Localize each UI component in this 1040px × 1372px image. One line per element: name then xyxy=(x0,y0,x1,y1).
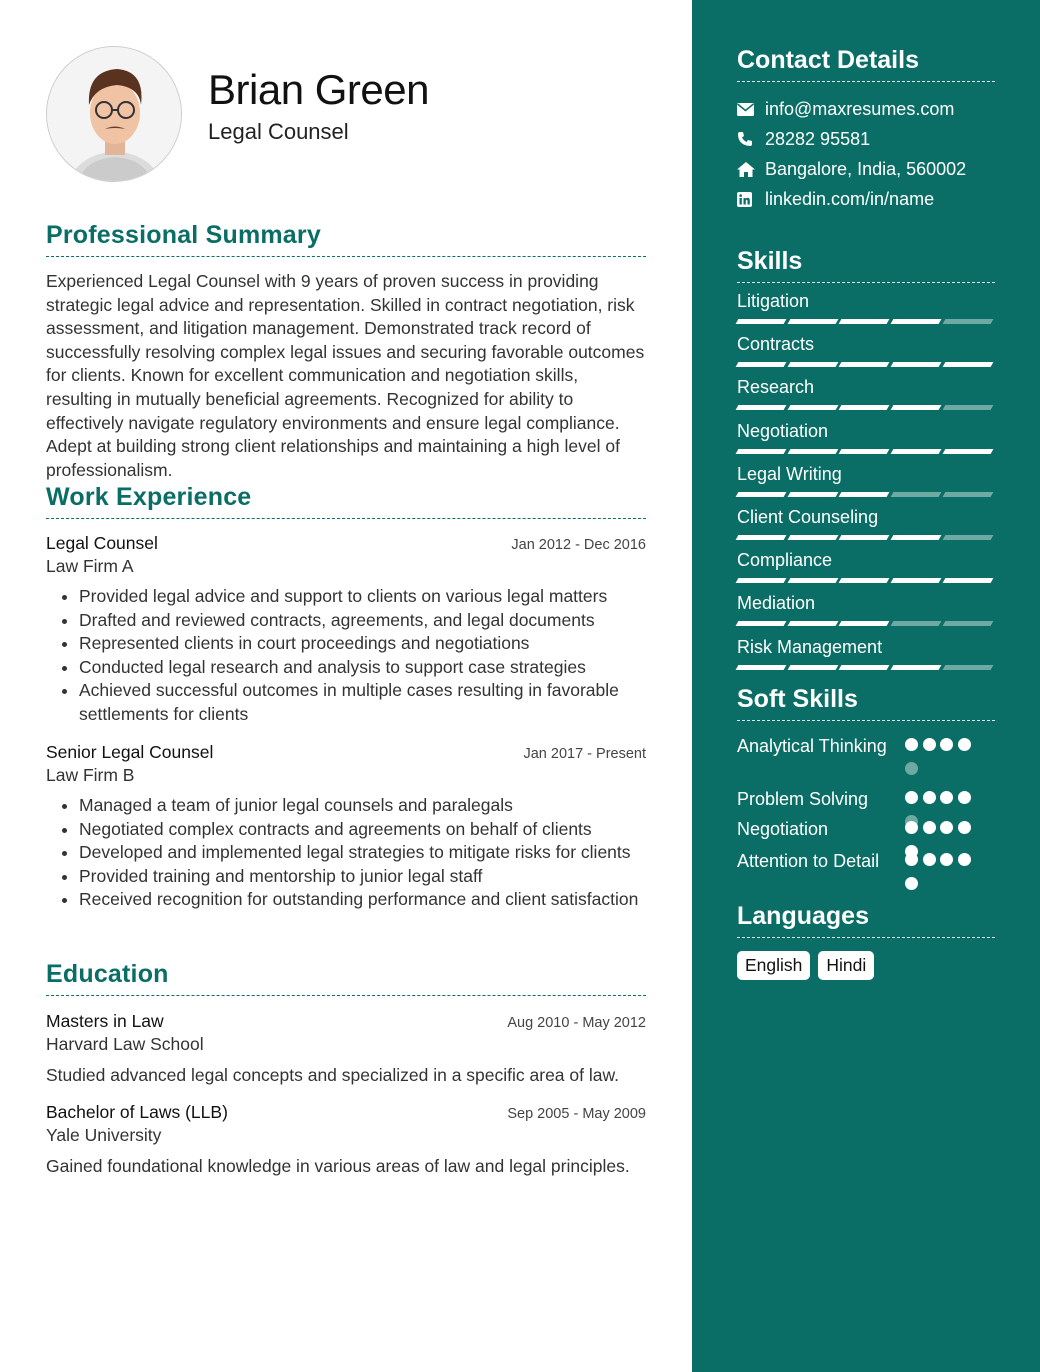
profile-photo xyxy=(46,46,182,182)
contact-phone-text: 28282 95581 xyxy=(765,128,871,149)
rating-dot xyxy=(905,877,918,890)
soft-skill-item xyxy=(737,787,995,817)
skill-name: Client Counseling xyxy=(737,506,879,527)
skill-level-segment xyxy=(787,665,837,670)
soft-skill-name: Problem Solving xyxy=(737,789,869,809)
education-date: Sep 2005 - May 2009 xyxy=(507,1105,646,1122)
sidebar xyxy=(692,0,1040,1372)
skill-level-segment xyxy=(891,362,941,367)
soft-skill-name: Attention to Detail xyxy=(737,851,880,871)
skill-level-segment xyxy=(839,319,889,324)
skill-name: Legal Writing xyxy=(737,463,842,484)
job-entry xyxy=(46,742,646,912)
section-title: Skills xyxy=(737,247,995,283)
education-entry xyxy=(46,1011,646,1088)
skill-level-bar xyxy=(737,405,995,410)
soft-skills-section xyxy=(737,685,995,901)
languages-section xyxy=(737,902,995,980)
list-item: • Conducted legal research and analysis to support case strategies xyxy=(79,656,646,680)
skill-level-segment xyxy=(839,621,889,626)
candidate-name: Brian Green xyxy=(208,66,429,113)
degree-title: Bachelor of Laws (LLB) xyxy=(46,1101,228,1122)
job-bullets xyxy=(46,585,646,726)
soft-skill-name: Analytical Thinking xyxy=(737,736,887,756)
contact-email-text: info@maxresumes.com xyxy=(765,98,955,119)
rating-dot xyxy=(940,853,953,866)
skill-name: Negotiation xyxy=(737,420,829,441)
job-date: Jan 2012 - Dec 2016 xyxy=(511,537,646,553)
list-item: • Drafted and reviewed contracts, agreements, and legal documents xyxy=(79,609,646,633)
skill-level-segment xyxy=(736,665,786,670)
avatar xyxy=(47,47,182,182)
skill-level-segment xyxy=(736,621,786,626)
skill-level-segment xyxy=(891,449,941,454)
skill-level-segment xyxy=(787,319,837,324)
rating-dot xyxy=(958,821,971,834)
skill-level-segment xyxy=(891,535,941,540)
skill-item xyxy=(737,375,995,418)
soft-skill-rating xyxy=(905,738,985,786)
soft-skill-item xyxy=(737,817,995,849)
job-org: Law Firm B xyxy=(46,765,135,785)
education-description: Studied advanced legal concepts and specialized in a specific area of law. xyxy=(46,1065,620,1085)
skill-level-segment xyxy=(787,535,837,540)
section-title: Work Experience xyxy=(46,483,646,519)
skill-item xyxy=(737,462,995,505)
skill-level-segment xyxy=(839,362,889,367)
skill-level-bar xyxy=(737,621,995,626)
contact-email[interactable] xyxy=(737,94,995,124)
home-icon xyxy=(737,162,765,177)
skill-level-segment xyxy=(736,319,786,324)
contact-linkedin[interactable] xyxy=(737,184,995,214)
soft-skill-item xyxy=(737,734,995,787)
contact-section xyxy=(737,46,995,214)
job-title: Legal Counsel xyxy=(46,533,158,553)
skill-level-segment xyxy=(839,449,889,454)
skill-item xyxy=(737,505,995,548)
skill-level-segment xyxy=(787,578,837,583)
rating-dot xyxy=(923,738,936,751)
skill-level-bar xyxy=(737,578,995,583)
skill-level-segment xyxy=(839,578,889,583)
skill-level-bar xyxy=(737,319,995,324)
school-name: Yale University xyxy=(46,1124,162,1145)
degree-title: Masters in Law xyxy=(46,1011,164,1031)
skill-level-segment xyxy=(787,492,837,497)
education-description: Gained foundational knowledge in various areas of law and legal principles. xyxy=(46,1155,630,1176)
list-item: • Achieved successful outcomes in multiple cases resulting in favorable settlements for clients xyxy=(79,679,646,726)
list-item: • Received recognition for outstanding performance and client satisfaction xyxy=(79,888,646,912)
contact-address xyxy=(737,154,995,184)
job-title: Senior Legal Counsel xyxy=(46,742,214,762)
job-entry xyxy=(46,533,646,726)
skill-level-bar xyxy=(737,665,995,670)
skill-level-segment xyxy=(942,665,992,670)
rating-dot xyxy=(958,791,971,804)
skill-level-bar xyxy=(737,449,995,454)
skill-level-segment xyxy=(787,621,837,626)
skill-name: Litigation xyxy=(737,291,810,311)
list-item: • Represented clients in court proceedings and negotiations xyxy=(79,632,646,656)
skill-level-bar xyxy=(737,362,995,367)
rating-dot xyxy=(958,853,971,866)
list-item: • Provided training and mentorship to junior legal staff xyxy=(79,865,646,889)
skill-level-segment xyxy=(736,449,786,454)
soft-skill-rating xyxy=(905,853,985,901)
skill-level-segment xyxy=(839,665,889,670)
skill-level-segment xyxy=(736,362,786,367)
skill-level-segment xyxy=(942,535,992,540)
skill-level-segment xyxy=(787,449,837,454)
soft-skill-name: Negotiation xyxy=(737,819,829,839)
skill-level-segment xyxy=(736,405,786,410)
skill-name: Research xyxy=(737,377,815,398)
job-bullets xyxy=(46,794,646,912)
skill-level-segment xyxy=(942,492,992,497)
experience-section xyxy=(46,483,646,912)
list-item: • Negotiated complex contracts and agreements on behalf of clients xyxy=(79,818,646,842)
skill-level-bar xyxy=(737,535,995,540)
rating-dot xyxy=(923,821,936,834)
phone-icon xyxy=(737,131,765,147)
skills-section xyxy=(737,247,995,678)
section-title: Education xyxy=(46,960,646,996)
skill-level-segment xyxy=(839,492,889,497)
summary-section xyxy=(46,221,646,482)
skill-level-segment xyxy=(839,405,889,410)
skill-level-segment xyxy=(942,449,992,454)
rating-dot xyxy=(940,738,953,751)
rating-dot xyxy=(905,821,918,834)
rating-dot xyxy=(940,791,953,804)
skill-name: Contracts xyxy=(737,334,815,355)
skill-level-bar xyxy=(737,492,995,497)
skill-level-segment xyxy=(736,492,786,497)
skill-level-segment xyxy=(839,535,889,540)
soft-skill-item xyxy=(737,849,995,901)
skill-level-segment xyxy=(787,405,837,410)
rating-dot xyxy=(905,738,918,751)
rating-dot xyxy=(905,853,918,866)
skill-item xyxy=(737,591,995,634)
skill-level-segment xyxy=(942,621,992,626)
list-item: • Provided legal advice and support to clients on various legal matters xyxy=(79,585,646,609)
contact-phone[interactable] xyxy=(737,124,995,154)
skill-name: Mediation xyxy=(737,593,816,614)
rating-dot xyxy=(958,738,971,751)
section-title: Contact Details xyxy=(737,46,995,82)
school-name: Harvard Law School xyxy=(46,1034,204,1054)
contact-linkedin-text: linkedin.com/in/name xyxy=(765,188,935,209)
rating-dot xyxy=(940,821,953,834)
skill-level-segment xyxy=(736,535,786,540)
skill-name: Risk Management xyxy=(737,636,883,657)
skill-level-segment xyxy=(942,578,992,583)
skill-item xyxy=(737,548,995,591)
skill-level-segment xyxy=(942,405,992,410)
job-org: Law Firm A xyxy=(46,556,134,576)
skill-level-segment xyxy=(891,492,941,497)
list-item: • Developed and implemented legal strategies to mitigate risks for clients xyxy=(79,841,646,865)
rating-dot xyxy=(923,791,936,804)
skill-item xyxy=(737,332,995,375)
skill-name: Compliance xyxy=(737,550,833,571)
skill-item xyxy=(737,289,995,332)
education-entry xyxy=(46,1102,646,1179)
skill-level-segment xyxy=(787,362,837,367)
skill-level-segment xyxy=(736,578,786,583)
list-item: • Managed a team of junior legal counsels and paralegals xyxy=(79,794,646,818)
skill-level-segment xyxy=(942,362,992,367)
skill-level-segment xyxy=(942,319,992,324)
skill-level-segment xyxy=(891,405,941,410)
rating-dot xyxy=(923,853,936,866)
education-section xyxy=(46,960,646,1178)
envelope-icon xyxy=(737,103,765,116)
education-date: Aug 2010 - May 2012 xyxy=(507,1015,646,1031)
summary-text: Experienced Legal Counsel with 9 years of proven success in providing strategic legal advice and representation. Skilled in contract negotiation, risk assessment, and litigation management. Demonstrated track record of successfully resolving complex legal issues and securing favorable outcomes for clients. Known for excellent communication and negotiation skills, resulting in mutually beneficial agreements. Recognized for ability to effectively navigate regulatory environments and ensure legal compliance. Adept at building strong client relationships and maintaining a high level of professionalism. xyxy=(46,271,645,480)
rating-dot xyxy=(905,791,918,804)
skill-level-segment xyxy=(891,578,941,583)
section-title: Professional Summary xyxy=(46,221,646,257)
skill-level-segment xyxy=(891,621,941,626)
skill-item xyxy=(737,635,995,678)
linkedin-icon xyxy=(737,192,765,207)
contact-address-text: Bangalore, India, 560002 xyxy=(765,158,967,179)
job-date: Jan 2017 - Present xyxy=(523,746,646,762)
skill-item xyxy=(737,419,995,462)
candidate-role: Legal Counsel xyxy=(208,119,349,144)
language-tag: English xyxy=(737,951,810,980)
skill-level-segment xyxy=(891,319,941,324)
section-title: Languages xyxy=(737,902,995,938)
rating-dot xyxy=(905,762,918,775)
section-title: Soft Skills xyxy=(737,685,995,721)
skill-level-segment xyxy=(891,665,941,670)
language-tag: Hindi xyxy=(818,951,874,980)
